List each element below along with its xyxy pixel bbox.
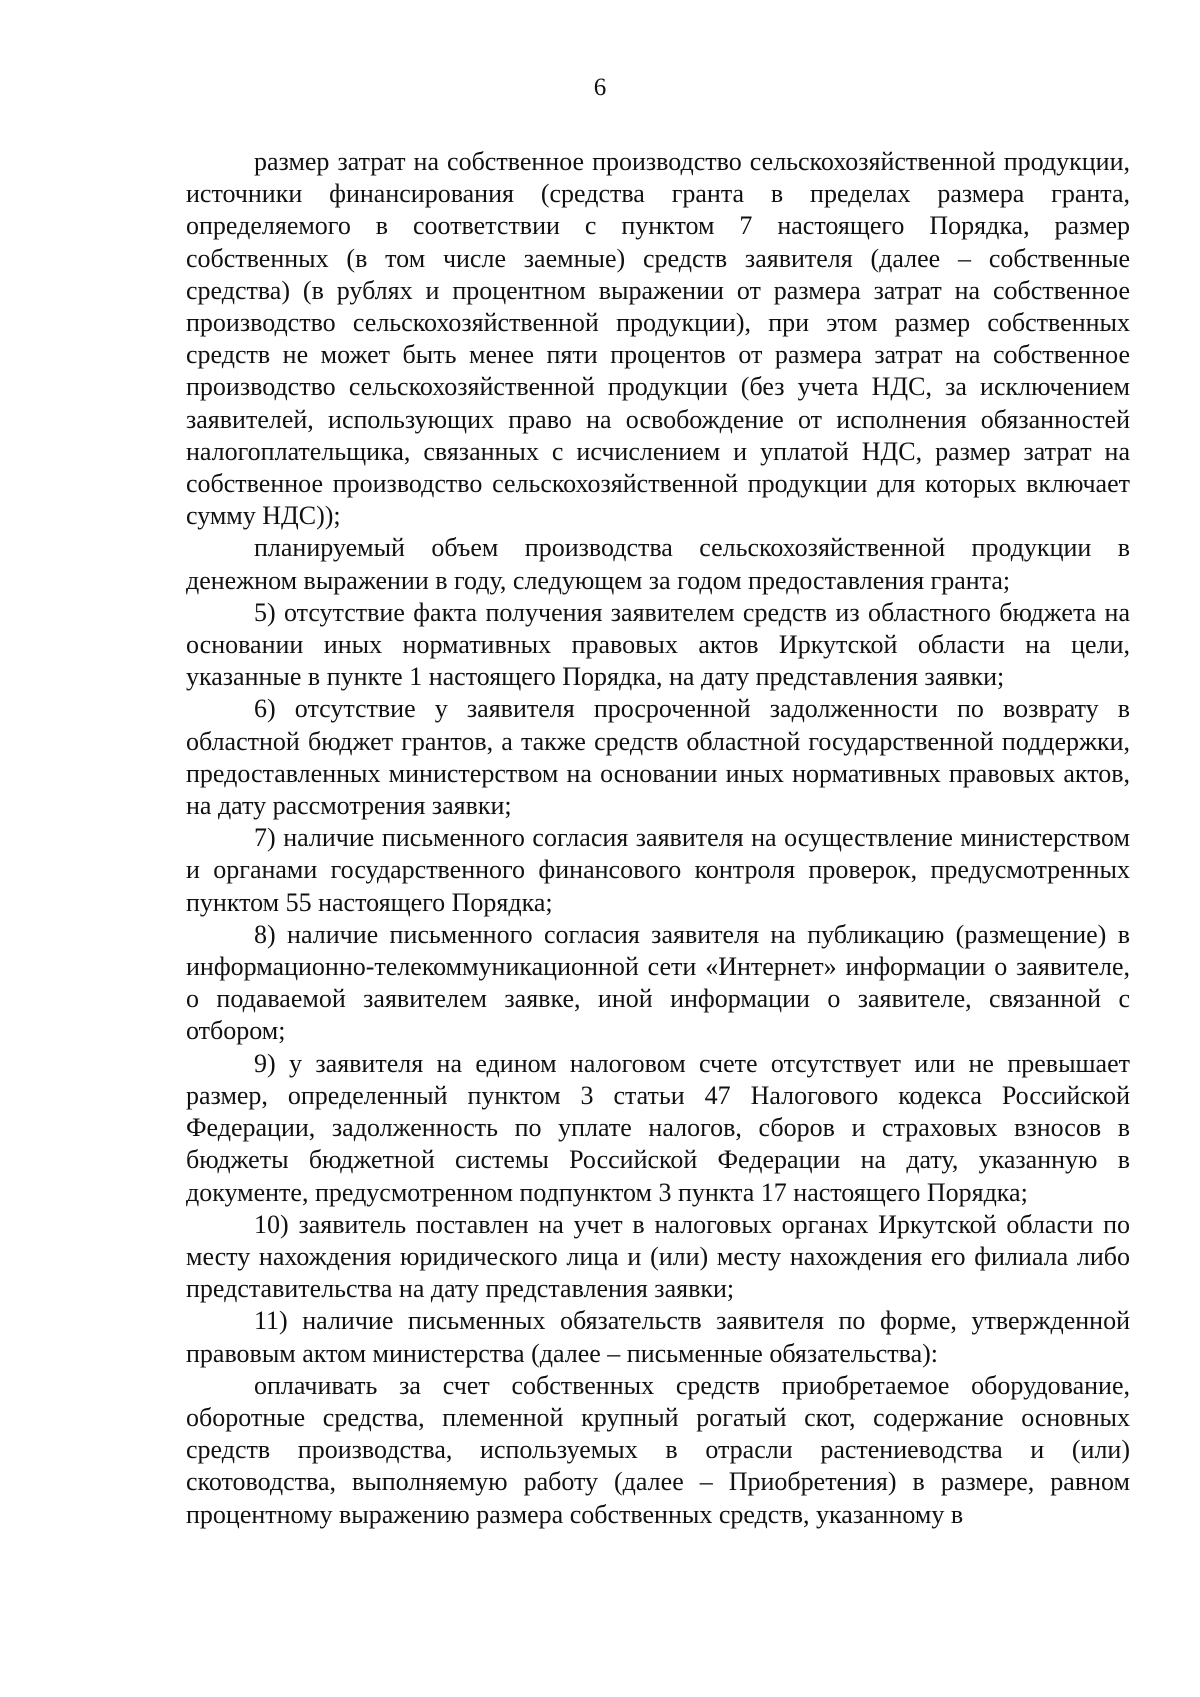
paragraph-item-6: 6) отсутствие у заявителя просроченной задолженности по возврату в областной бюджет грантов, а также средств областной государственной поддержки, предоставленных министерством на основании иных нормативных правовых актов, на дату рассмотрения заявки; <box>186 694 1130 821</box>
paragraph-item-10: 10) заявитель поставлен на учет в налоговых органах Иркутской области по месту нахождения юридического лица и (или) месту нахождения его филиала либо представительства на дату представления заявки; <box>186 1209 1130 1304</box>
paragraph-item-8: 8) наличие письменного согласия заявителя на публикацию (размещение) в информационно-телекоммуникационной сети «Интернет» информации о заявителе, о подаваемой заявителем заявке, иной информации о заявителе, связанной с отбором; <box>186 919 1130 1046</box>
paragraph-item-11: 11) наличие письменных обязательств заявителя по форме, утвержденной правовым актом министерства (далее – письменные обязательства): <box>186 1306 1130 1368</box>
paragraph-item-9: 9) у заявителя на едином налоговом счете отсутствует или не превышает размер, определенный пунктом 3 статьи 47 Налогового кодекса Российской Федерации, задолженность по уплате налогов, сборов и страховых взносов в бюджеты бюджетной системы Российской Федерации на дату, указанную в документе, предусмотренном подпунктом 3 пункта 17 настоящего Порядка; <box>186 1048 1130 1207</box>
page-number: 6 <box>593 74 607 101</box>
paragraph-planned-volume: планируемый объем производства сельскохозяйственной продукции в денежном выражении в году, следующем за годом предоставления гранта; <box>186 533 1130 595</box>
paragraph-cost-size: размер затрат на собственное производство сельскохозяйственной продукции, источники финансирования (средства гранта в пределах размера гранта, определяемого в соответствии с пунктом 7 настоящего Порядка, размер собственных (в том числе заемные) средств заявителя (далее – собственные средства) (в рублях и процентном выражении от размера затрат на собственное производство сельскохозяйственной продукции), при этом размер собственных средств не может быть менее пяти процентов от размера затрат на собственное производство сельскохозяйственной продукции (без учета НДС, за исключением заявителей, использующих право на освобождение от исполнения обязанностей налогоплательщика, связанных с исчислением и уплатой НДС, размер затрат на собственное производство сельскохозяйственной продукции для которых включает сумму НДС)); <box>186 147 1130 531</box>
paragraph-item-5: 5) отсутствие факта получения заявителем средств из областного бюджета на основании иных нормативных правовых актов Иркутской области на цели, указанные в пункте 1 настоящего Порядка, на дату представления заявки; <box>186 597 1130 692</box>
body-text <box>186 146 1130 1531</box>
paragraph-item-7: 7) наличие письменного согласия заявителя на осуществление министерством и органами государственного финансового контроля проверок, предусмотренных пунктом 55 настоящего Порядка; <box>186 823 1130 917</box>
paragraph-obligations: оплачивать за счет собственных средств приобретаемое оборудование, оборотные средства, племенной крупный рогатый скот, содержание основных средств производства, используемых в отрасли растениеводства и (или) скотоводства, выполняемую работу (далее – Приобретения) в размере, равном процентному выражению размера собственных средств, указанному в <box>186 1370 1130 1529</box>
